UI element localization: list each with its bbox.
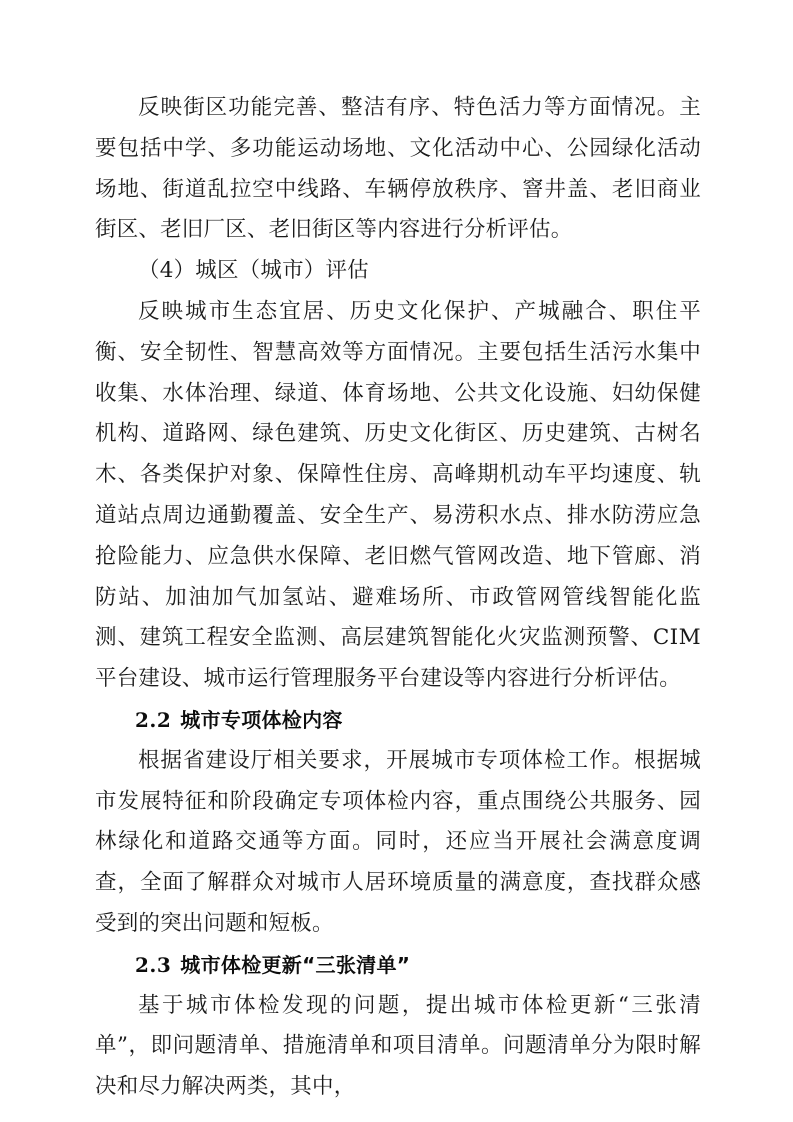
paragraph-district-assessment: 反映街区功能完善、整洁有序、特色活力等方面情况。主要包括中学、多功能运动场地、文化活动中心、公园绿化活动场地、街道乱拉空中线路、车辆停放秩序、窨井盖、老旧商业街区、老旧厂区、老旧街区等内容进行分析评估。 [95, 95, 701, 243]
city-assessment-text-after-cim: 平台建设、城市运行管理服务平台建设等内容进行分析评估。 [95, 666, 681, 692]
section-title-2-2: 城市专项体检内容 [180, 707, 343, 732]
city-assessment-text-before-cim: 反映城市生态宜居、历史文化保护、产城融合、职住平衡、安全韧性、智慧高效等方面情况。主要包括生活污水集中收集、水体治理、绿道、体育场地、公共文化设施、妇幼保健机构、道路网、绿色建筑、历史文化街区、历史建筑、古树名木、各类保护对象、保障性住房、高峰期机动车平均速度、轨道站点周边通勤覆盖、安全生产、易涝积水点、排水防涝应急抢险能力、应急供水保障、老旧燃气管网改造、地下管廊、消防站、加油加气加氢站、避难场所、市政管网管线智能化监测、建筑工程安全监测、高层建筑智能化火灾监测预警、 [95, 298, 701, 651]
paragraph-city-assessment [95, 292, 701, 700]
section-heading-2-3 [95, 945, 701, 986]
page-content-area [95, 88, 701, 1108]
list-item-4-heading: （4）城区（城市）评估 [138, 258, 369, 284]
cim-platform-term: CIM [652, 625, 701, 651]
paragraph-three-lists: 基于城市体检发现的问题，提出城市体检更新“三张清单”，即问题清单、措施清单和项目清单。问题清单分为限时解决和尽力解决两类，其中， [95, 992, 701, 1100]
section-heading-2-2 [95, 700, 701, 741]
section-title-2-3: 城市体检更新“三张清单” [180, 952, 411, 977]
section-number-2-2: 2.2 [135, 707, 172, 732]
section-number-2-3: 2.3 [135, 952, 172, 977]
paragraph-special-checkup: 根据省建设厅相关要求，开展城市专项体检工作。根据城市发展特征和阶段确定专项体检内容，重点围绕公共服务、园林绿化和道路交通等方面。同时，还应当开展社会满意度调查，全面了解群众对城市人居环境质量的满意度，查找群众感受到的突出问题和短板。 [95, 747, 701, 936]
